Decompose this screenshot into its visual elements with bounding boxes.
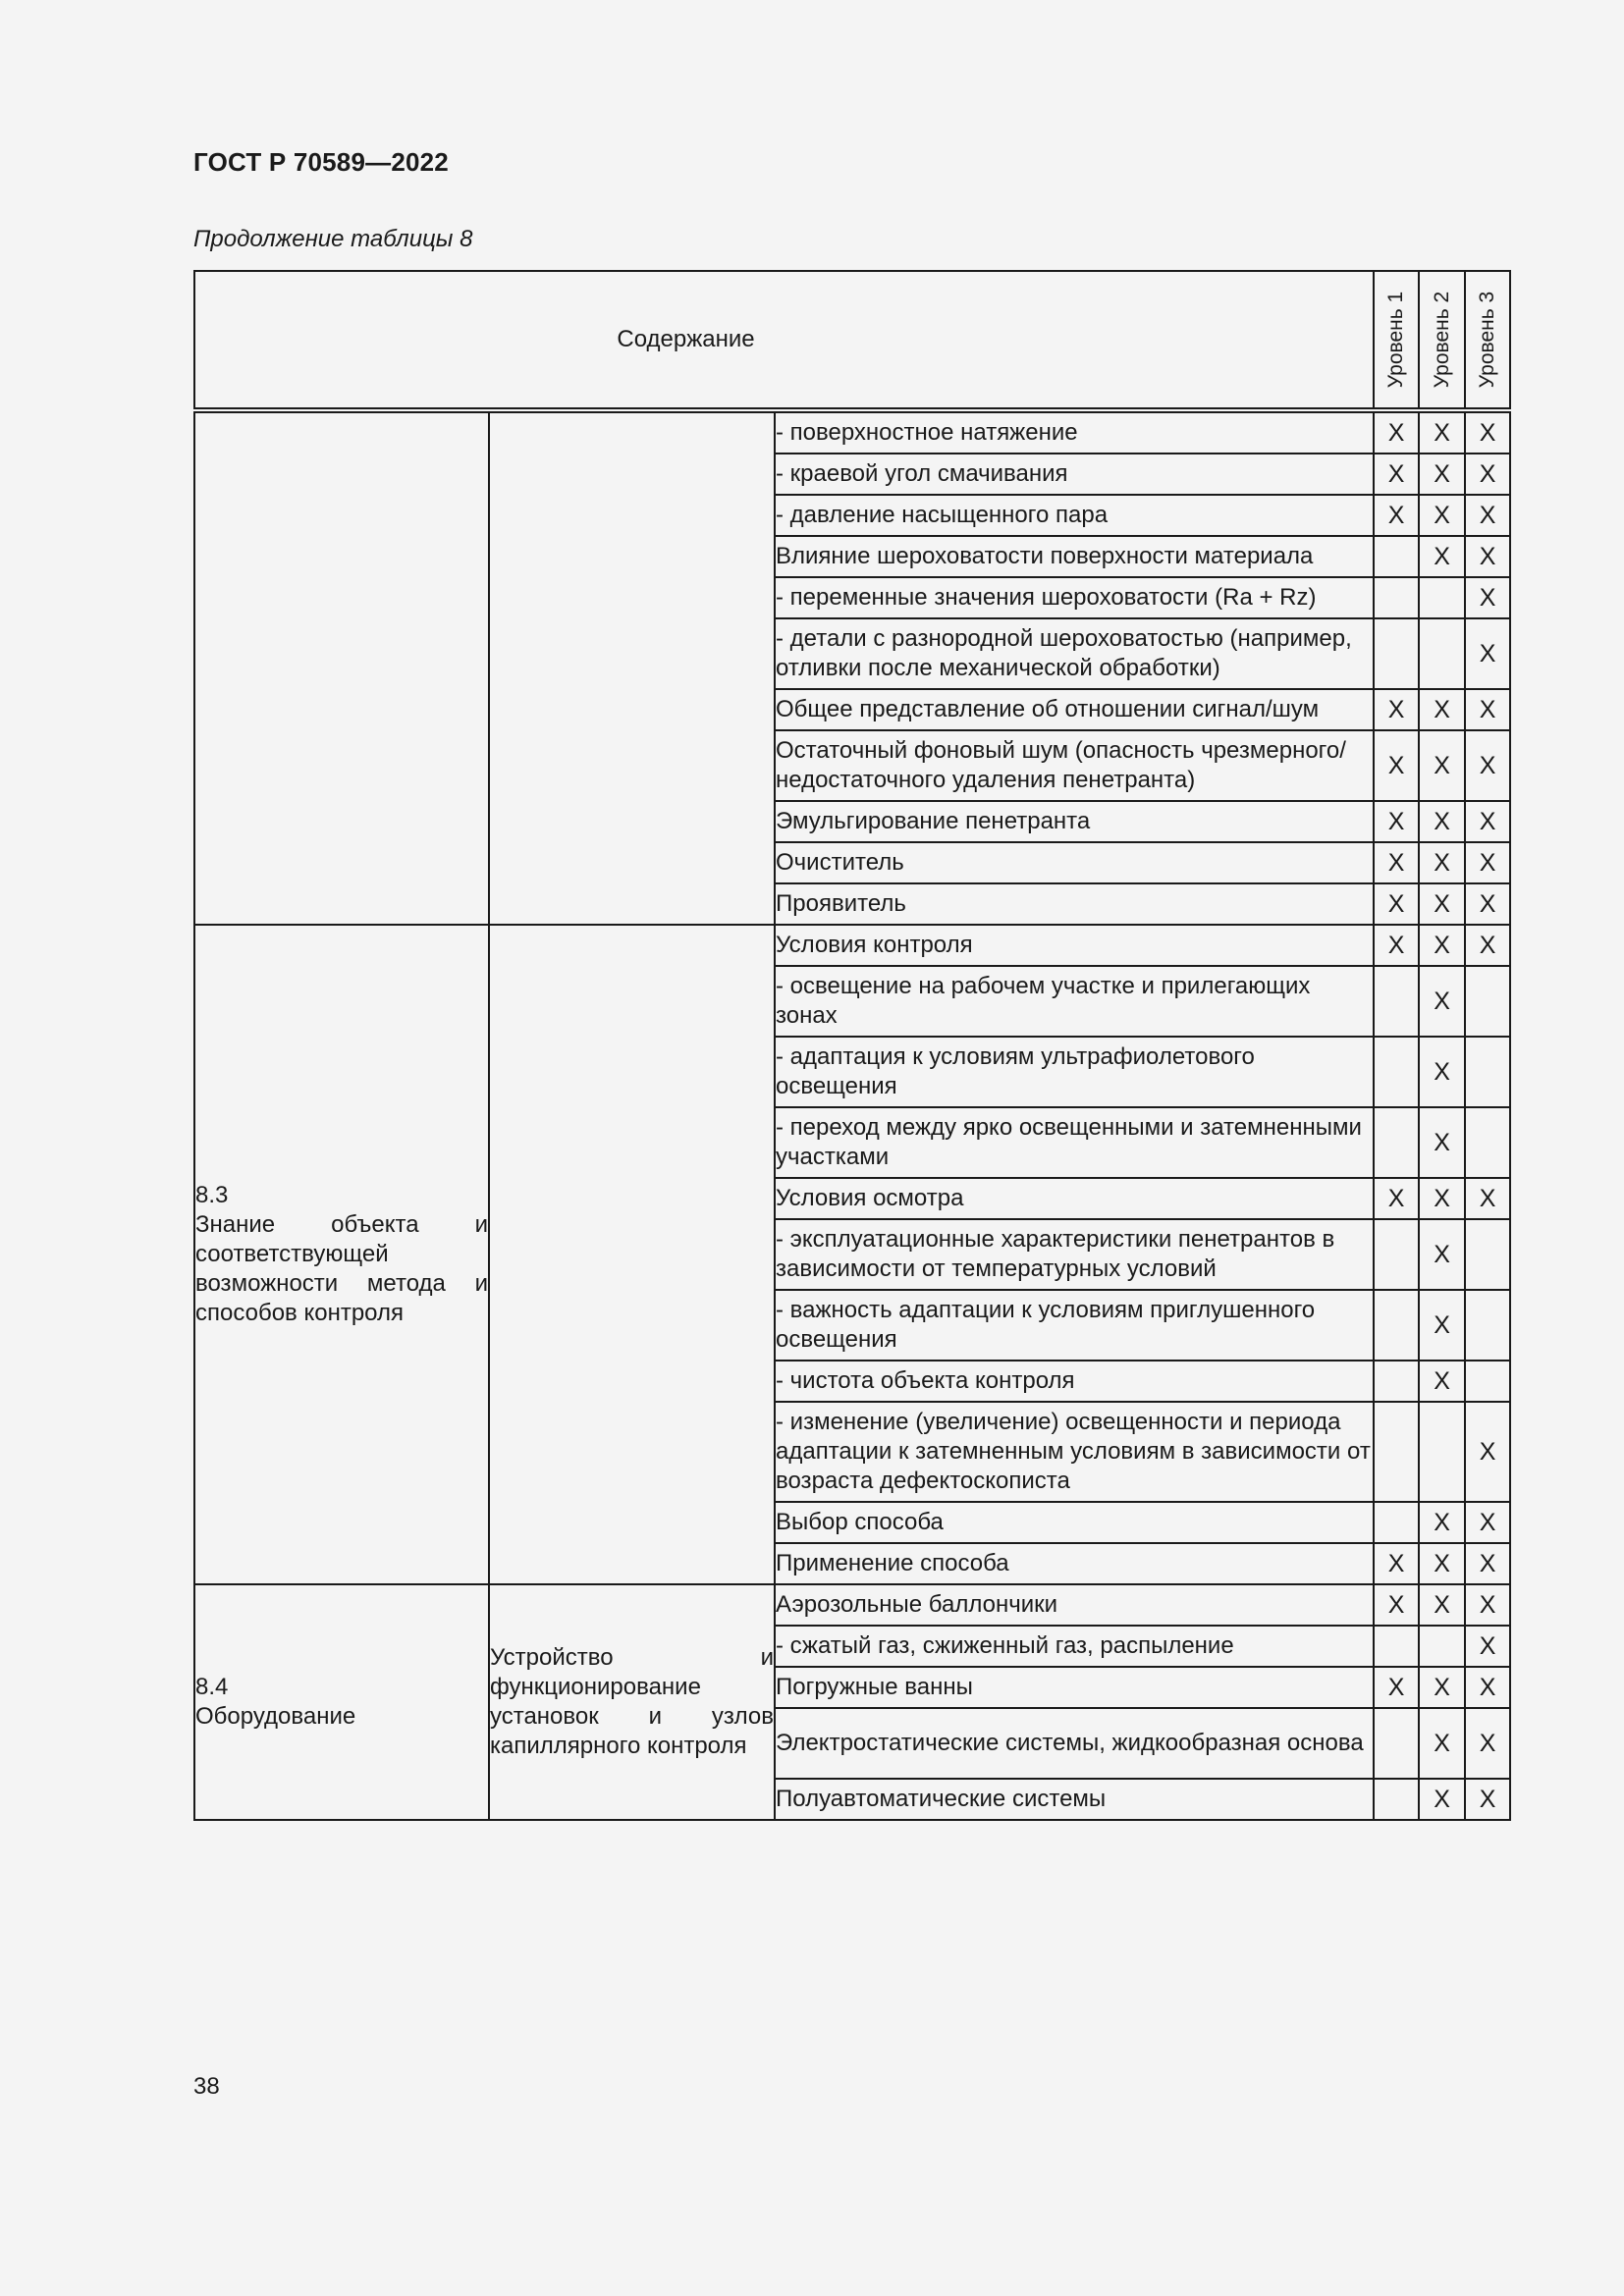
level-1-mark	[1374, 1626, 1419, 1667]
content-cell: - переход между ярко освещенными и затемненными участками	[775, 1107, 1374, 1178]
level-3-mark: X	[1465, 454, 1510, 495]
table-row	[194, 410, 1510, 454]
level-1-mark: X	[1374, 1667, 1419, 1708]
level-3-mark: X	[1465, 495, 1510, 536]
level-2-mark: X	[1419, 801, 1465, 842]
level-3-mark: X	[1465, 1667, 1510, 1708]
topic-cell	[194, 925, 489, 1584]
content-cell: - переменные значения шероховатости (Ra + Rz)	[775, 577, 1374, 618]
level-2-mark: X	[1419, 1290, 1465, 1361]
level-3-mark: X	[1465, 1626, 1510, 1667]
level-2-mark: X	[1419, 1584, 1465, 1626]
level-2-mark	[1419, 1626, 1465, 1667]
content-cell: - изменение (увеличение) освещенности и периода адаптации к затемненным условиям в зависимости от возраста дефектоскописта	[775, 1402, 1374, 1502]
level-1-mark: X	[1374, 454, 1419, 495]
level-2-mark: X	[1419, 1107, 1465, 1178]
page-number: 38	[193, 2073, 220, 2100]
subtopic-cell	[489, 410, 775, 925]
level-1-mark: X	[1374, 1584, 1419, 1626]
level-3-mark	[1465, 1037, 1510, 1107]
level-3-mark: X	[1465, 883, 1510, 925]
level-1-mark	[1374, 1219, 1419, 1290]
level-2-mark	[1419, 618, 1465, 689]
level-2-mark	[1419, 577, 1465, 618]
content-cell: - детали с разнородной шероховатостью (например, отливки после механической обработки)	[775, 618, 1374, 689]
level-3-mark: X	[1465, 730, 1510, 801]
level-3-mark: X	[1465, 1584, 1510, 1626]
level-1-mark: X	[1374, 842, 1419, 883]
level-1-mark: X	[1374, 801, 1419, 842]
topic-number: 8.3	[195, 1182, 229, 1208]
level-3-mark: X	[1465, 1402, 1510, 1502]
requirements-table	[193, 270, 1511, 1821]
content-column-header: Содержание	[194, 271, 1374, 410]
level-1-column-header: Уровень 1	[1374, 271, 1419, 410]
level-1-mark	[1374, 1502, 1419, 1543]
content-cell: Погружные ванны	[775, 1667, 1374, 1708]
level-3-mark	[1465, 966, 1510, 1037]
content-cell: Выбор способа	[775, 1502, 1374, 1543]
level-3-mark: X	[1465, 1543, 1510, 1584]
level-3-mark: X	[1465, 536, 1510, 577]
level-1-mark	[1374, 1290, 1419, 1361]
level-2-mark: X	[1419, 842, 1465, 883]
document-header: ГОСТ Р 70589—2022	[193, 147, 449, 177]
level-2-mark: X	[1419, 1178, 1465, 1219]
level-2-mark: X	[1419, 1667, 1465, 1708]
level-1-mark	[1374, 1107, 1419, 1178]
level-1-mark: X	[1374, 410, 1419, 454]
content-cell: Влияние шероховатости поверхности материала	[775, 536, 1374, 577]
level-3-mark: X	[1465, 1502, 1510, 1543]
content-cell: Полуавтоматические системы	[775, 1779, 1374, 1820]
topic-title: Оборудование	[195, 1703, 356, 1730]
level-1-mark	[1374, 536, 1419, 577]
level-3-mark	[1465, 1107, 1510, 1178]
content-cell: Электростатические системы, жидкообразная основа	[775, 1708, 1374, 1779]
level-1-mark: X	[1374, 1543, 1419, 1584]
level-1-mark: X	[1374, 883, 1419, 925]
content-cell: - поверхностное натяжение	[775, 410, 1374, 454]
content-cell: - освещение на рабочем участке и прилегающих зонах	[775, 966, 1374, 1037]
level-1-mark: X	[1374, 925, 1419, 966]
level-2-mark: X	[1419, 1779, 1465, 1820]
level-3-mark: X	[1465, 1178, 1510, 1219]
subtopic-cell: Устройство и функционирование установок и узлов капиллярного контроля	[489, 1584, 775, 1820]
level-2-mark: X	[1419, 410, 1465, 454]
table-header-row	[194, 271, 1510, 410]
content-cell: - адаптация к условиям ультрафиолетового освещения	[775, 1037, 1374, 1107]
content-cell: Условия контроля	[775, 925, 1374, 966]
content-cell: Условия осмотра	[775, 1178, 1374, 1219]
level-1-mark	[1374, 1361, 1419, 1402]
level-2-mark: X	[1419, 883, 1465, 925]
level-3-mark	[1465, 1219, 1510, 1290]
level-2-mark: X	[1419, 536, 1465, 577]
table-row	[194, 1584, 1510, 1626]
subtopic-cell	[489, 925, 775, 1584]
topic-number: 8.4	[195, 1674, 229, 1700]
level-2-mark: X	[1419, 1543, 1465, 1584]
topic-cell	[194, 410, 489, 925]
level-2-mark: X	[1419, 1037, 1465, 1107]
level-2-mark: X	[1419, 1708, 1465, 1779]
level-3-mark: X	[1465, 842, 1510, 883]
level-2-mark	[1419, 1402, 1465, 1502]
content-cell: Общее представление об отношении сигнал/шум	[775, 689, 1374, 730]
content-cell: Очиститель	[775, 842, 1374, 883]
content-cell: - краевой угол смачивания	[775, 454, 1374, 495]
content-cell: - эксплуатационные характеристики пенетрантов в зависимости от температурных условий	[775, 1219, 1374, 1290]
level-3-mark: X	[1465, 801, 1510, 842]
level-1-mark	[1374, 618, 1419, 689]
level-2-mark: X	[1419, 1219, 1465, 1290]
content-cell: Остаточный фоновый шум (опасность чрезмерного/недостаточного удаления пенетранта)	[775, 730, 1374, 801]
topic-cell	[194, 1584, 489, 1820]
level-3-mark: X	[1465, 1779, 1510, 1820]
level-2-mark: X	[1419, 1361, 1465, 1402]
content-cell: - сжатый газ, сжиженный газ, распыление	[775, 1626, 1374, 1667]
content-cell: Эмульгирование пенетранта	[775, 801, 1374, 842]
level-1-mark: X	[1374, 689, 1419, 730]
level-3-mark: X	[1465, 689, 1510, 730]
content-cell: Проявитель	[775, 883, 1374, 925]
level-3-mark	[1465, 1290, 1510, 1361]
level-3-column-header: Уровень 3	[1465, 271, 1510, 410]
level-1-mark	[1374, 1037, 1419, 1107]
level-3-mark: X	[1465, 925, 1510, 966]
content-cell: - давление насыщенного пара	[775, 495, 1374, 536]
level-3-mark: X	[1465, 577, 1510, 618]
level-1-mark: X	[1374, 1178, 1419, 1219]
level-1-mark	[1374, 1779, 1419, 1820]
topic-title: Знание объекта и соответствующей возможности метода и способов контроля	[195, 1211, 488, 1326]
level-1-mark: X	[1374, 730, 1419, 801]
level-3-mark: X	[1465, 410, 1510, 454]
table-body	[194, 410, 1510, 1820]
table-caption: Продолжение таблицы 8	[193, 226, 473, 252]
level-3-mark: X	[1465, 618, 1510, 689]
level-2-column-header: Уровень 2	[1419, 271, 1465, 410]
level-1-mark: X	[1374, 495, 1419, 536]
level-2-mark: X	[1419, 689, 1465, 730]
level-2-mark: X	[1419, 966, 1465, 1037]
content-cell: Применение способа	[775, 1543, 1374, 1584]
level-1-mark	[1374, 966, 1419, 1037]
level-3-mark: X	[1465, 1708, 1510, 1779]
level-2-mark: X	[1419, 1502, 1465, 1543]
level-1-mark	[1374, 577, 1419, 618]
level-2-mark: X	[1419, 730, 1465, 801]
table-row	[194, 925, 1510, 966]
level-2-mark: X	[1419, 925, 1465, 966]
level-1-mark	[1374, 1402, 1419, 1502]
level-2-mark: X	[1419, 495, 1465, 536]
content-cell: - важность адаптации к условиям приглушенного освещения	[775, 1290, 1374, 1361]
level-3-mark	[1465, 1361, 1510, 1402]
level-2-mark: X	[1419, 454, 1465, 495]
level-1-mark	[1374, 1708, 1419, 1779]
content-cell: Аэрозольные баллончики	[775, 1584, 1374, 1626]
content-cell: - чистота объекта контроля	[775, 1361, 1374, 1402]
